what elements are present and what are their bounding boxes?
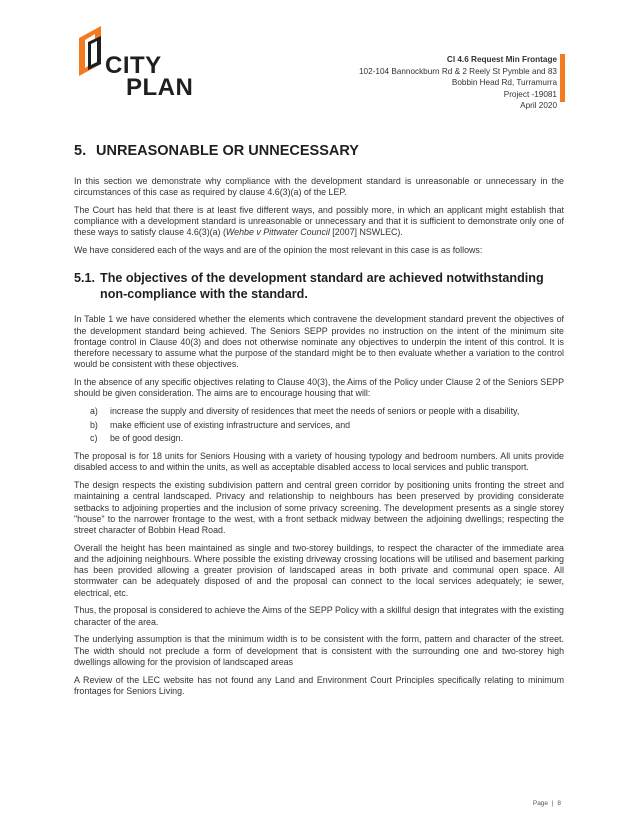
city-plan-logo xyxy=(75,24,215,104)
body-paragraph: The design respects the existing subdivision pattern and central green corridor by positioning units fronting the street and maintaining a central landscaped. Privacy and relationship to neighbours has been preserved by providing considerate setbacks to adjoining properties and the inclusion of some privacy screening. The development presents as a single storey "house" to the narrower frontage to the west, with a front setback midway between the adjoining dwellings; respecting the street character of Bobbin Head Road. xyxy=(74,480,564,536)
body-paragraph: In Table 1 we have considered whether the elements which contravene the development standard prevent the objectives of the development standard being achieved. The Seniors SEPP provides no instruction on the intent of the minimum site frontage control in Clause 40(3) and does not otherwise nominate any objectives to underpin the intent of this control. It is therefore necessary to assume what the purpose of the standard might be to then evaluate whether a variation to the control would be consistent with these objectives. xyxy=(74,314,564,370)
aims-list xyxy=(74,406,564,445)
subsection-heading xyxy=(74,270,564,302)
court-paragraph: The Court has held that there is at least five different ways, and possibly more, in which an applicant might establish that compliance with a development standard is unreasonable or unnecessary and that it is sufficient to demonstrate only one of these ways to satisfy clause 4.6(3)(a) (Wehbe v Pittwater Council [2007] NSWLEC). xyxy=(74,205,564,238)
body-paragraph: The underlying assumption is that the minimum width is to be consistent with the form, pattern and character of the street. The width should not preclude a form of development that is consistent with the surrounding one and two-storey high dwellings allowing for the provision of landscaped areas xyxy=(74,634,564,667)
subsection-number: 5.1. xyxy=(74,271,96,286)
document-header xyxy=(359,54,557,112)
header-accent-bar xyxy=(560,54,565,102)
list-item: c) be of good design. xyxy=(90,433,184,444)
page-footer xyxy=(533,800,561,807)
body-paragraph: The proposal is for 18 units for Seniors Housing with a variety of housing typology and bedroom numbers. All units provide disabled access to and within the units, as well as acceptable disabled access to local services and public transport. xyxy=(74,451,564,473)
case-name: Wehbe v Pittwater Council xyxy=(225,227,330,238)
intro-paragraph: In this section we demonstrate why compliance with the development standard is unreasonable or unnecessary in the circumstances of this case as required by clause 4.6(3)(a) of the LEP. xyxy=(74,176,564,198)
page-number: 8 xyxy=(557,800,561,807)
list-item: b) make efficient use of existing infrastructure and services, and xyxy=(90,419,351,430)
logo-word-city: CITY xyxy=(105,52,162,79)
body-paragraph: In the absence of any specific objectives relating to Clause 40(3), the Aims of the Policy under Clause 2 of the Seniors SEPP should be given consideration. The aims are to encourage housing that will: xyxy=(74,377,564,399)
list-item: a) increase the supply and diversity of residences that meet the needs of seniors or people with a disability, xyxy=(90,406,520,417)
section-title: UNREASONABLE OR UNNECESSARY xyxy=(96,143,359,159)
body-paragraph: Overall the height has been maintained as single and two-storey buildings, to respect the character of the immediate area and the adjoining neighbours. Where possible the existing driveway crossing locations will be utilised and basement parking has been provided allowing a greater provision of landscaped areas in both private and communal open space. All stormwater can be adequately disposed of and the proposal can connect to the local services adequately; ie sewer, electrical, etc. xyxy=(74,542,564,598)
header-address-line1: 102-104 Bannockburn Rd & 2 Reely St Pymble and 83 xyxy=(359,66,557,76)
document-body xyxy=(74,143,564,704)
logo-word-plan: PLAN xyxy=(126,74,194,101)
subsection-title: The objectives of the development standard are achieved notwithstanding non-compliance with the standard. xyxy=(100,271,544,302)
header-reference: Cl 4.6 Request Min Frontage xyxy=(446,55,557,64)
section-number: 5. xyxy=(74,143,87,159)
body-paragraph: A Review of the LEC website has not found any Land and Environment Court Principles specifically relating to minimum frontages for Seniors Living. xyxy=(74,674,564,696)
header-address-line2: Bobbin Head Rd, Turramurra xyxy=(451,78,557,88)
page-separator: | xyxy=(551,800,554,807)
header-date: April 2020 xyxy=(520,101,557,111)
intro-paragraph: We have considered each of the ways and are of the opinion the most relevant in this case is as follows: xyxy=(74,245,483,256)
page-label: Page xyxy=(532,800,549,807)
header-project: Project -19081 xyxy=(503,89,557,99)
section-heading xyxy=(74,143,564,159)
body-paragraph: Thus, the proposal is considered to achieve the Aims of the SEPP Policy with a skillful design that integrates with the existing character of the area. xyxy=(74,605,564,627)
